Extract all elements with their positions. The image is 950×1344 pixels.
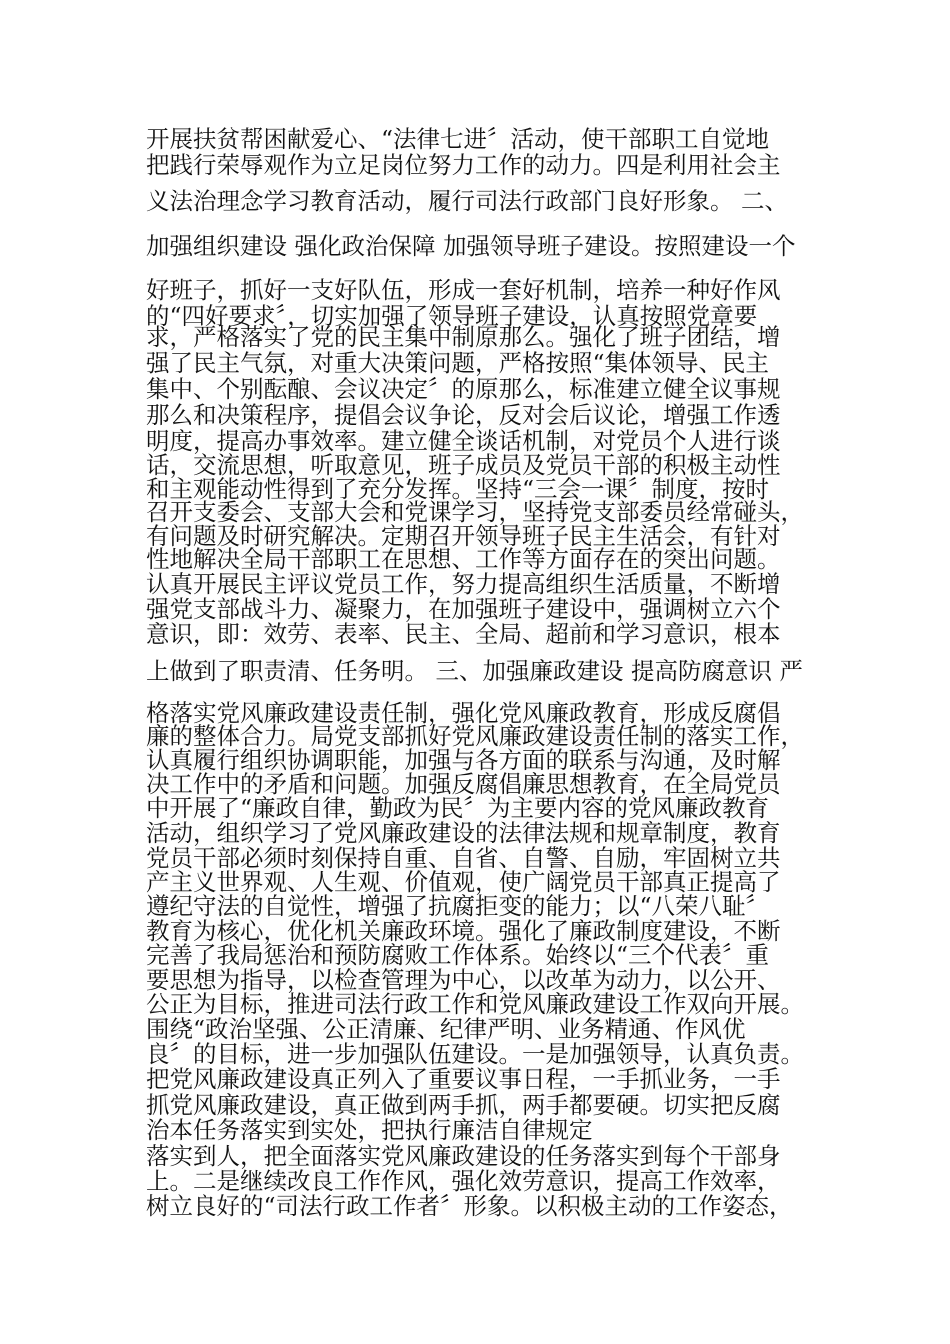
text-line: 上做到了职责清、任务明。 三、加强廉政建设 提高防腐意识 严	[146, 657, 803, 685]
text-line: 好班子，抓好一支好队伍，形成一套好机制，培养一种好作风	[146, 276, 781, 304]
text-line: 决工作中的矛盾和问题。加强反腐倡廉思想教育，在全局党员	[146, 770, 781, 798]
text-line: 强了民主气氛，对重大决策问题，严格按照“集体领导、民主	[146, 349, 770, 377]
text-line: 把践行荣辱观作为立足岗位努力工作的动力。四是利用社会主	[146, 151, 781, 179]
text-line: 认真履行组织协调职能，加强与各方面的联系与沟通，及时解	[146, 746, 781, 774]
text-line: 上。二是继续改良工作作风，强化效劳意识，提高工作效率，	[146, 1167, 781, 1195]
text-line: 认真开展民主评议党员工作，努力提高组织生活质量，不断增	[146, 570, 781, 598]
text-line: 集中、个别酝酿、会议决定〞的原那么，标准建立健全议事规	[146, 375, 781, 403]
text-line: 教育为核心，优化机关廉政环境。强化了廉政制度建设，不断	[146, 917, 781, 945]
text-line: 要思想为指导，以检查管理为中心，以改革为动力，以公开、	[146, 966, 781, 994]
text-line: 治本任务落实到实处，把执行廉洁自律规定	[146, 1116, 593, 1144]
text-line: 性地解决全局干部职工在思想、工作等方面存在的突出问题。	[146, 545, 781, 573]
text-line: 遵纪守法的自觉性，增强了抗腐拒变的能力；以“八荣八耻〞	[146, 892, 770, 920]
text-line: 意识，即：效劳、表率、民主、全局、超前和学习意识，根本	[146, 620, 781, 648]
text-line: 的“四好要求〞，切实加强了领导班子建设，认真按照党章要	[146, 302, 758, 330]
text-line: 那么和决策程序，提倡会议争论，反对会后议论，增强工作透	[146, 401, 781, 429]
text-line: 召开支委会、支部大会和党课学习，坚持党支部委员经常碰头，	[146, 498, 804, 526]
text-line: 落实到人，把全面落实党风廉政建设的任务落实到每个干部身	[146, 1142, 781, 1170]
text-line: 良〞的目标，进一步加强队伍建设。一是加强领导，认真负责。	[146, 1040, 804, 1068]
text-line: 和主观能动性得到了充分发挥。坚持“三会一课〞制度，按时	[146, 475, 770, 503]
text-line: 加强组织建设 强化政治保障 加强领导班子建设。按照建设一个	[146, 232, 796, 260]
text-line: 抓党风廉政建设，真正做到两手抓，两手都要硬。切实把反腐	[146, 1091, 781, 1119]
text-line: 完善了我局惩治和预防腐败工作体系。始终以“三个代表〞重	[146, 941, 770, 969]
text-line: 中开展了“廉政自律，勤政为民〞为主要内容的党风廉政教育	[146, 794, 770, 822]
text-line: 把党风廉政建设真正列入了重要议事日程，一手抓业务，一手	[146, 1065, 781, 1093]
text-line: 强党支部战斗力、凝聚力，在加强班子建设中，强调树立六个	[146, 595, 781, 623]
text-line: 党员干部必须时刻保持自重、自省、自警、自励，牢固树立共	[146, 844, 781, 872]
text-line: 产主义世界观、人生观、价值观，使广阔党员干部真正提高了	[146, 868, 781, 896]
text-line: 开展扶贫帮困献爱心、“法律七进〞活动，使干部职工自觉地	[146, 125, 770, 153]
text-line: 公正为目标，推进司法行政工作和党风廉政建设工作双向开展。	[146, 990, 804, 1018]
text-line: 义法治理念学习教育活动，履行司法行政部门良好形象。 二、	[146, 187, 788, 215]
text-line: 围绕“政治坚强、公正清廉、纪律严明、业务精通、作风优	[146, 1015, 746, 1043]
text-line: 话，交流思想，听取意见，班子成员及党员干部的积极主动性	[146, 451, 781, 479]
text-line: 廉的整体合力。局党支部抓好党风廉政建设责任制的落实工作，	[146, 722, 804, 750]
text-line: 树立良好的“司法行政工作者〞形象。以积极主动的工作姿态，	[146, 1192, 793, 1220]
text-line: 活动，组织学习了党风廉政建设的法律法规和规章制度，教育	[146, 819, 781, 847]
text-line: 有问题及时研究解决。定期召开领导班子民主生活会，有针对	[146, 522, 781, 550]
text-line: 明度，提高办事效率。建立健全谈话机制，对党员个人进行谈	[146, 427, 781, 455]
text-line: 求，严格落实了党的民主集中制原那么。强化了班子团结，增	[146, 323, 781, 351]
text-line: 格落实党风廉政建设责任制，强化党风廉政教育，形成反腐倡	[146, 699, 781, 727]
